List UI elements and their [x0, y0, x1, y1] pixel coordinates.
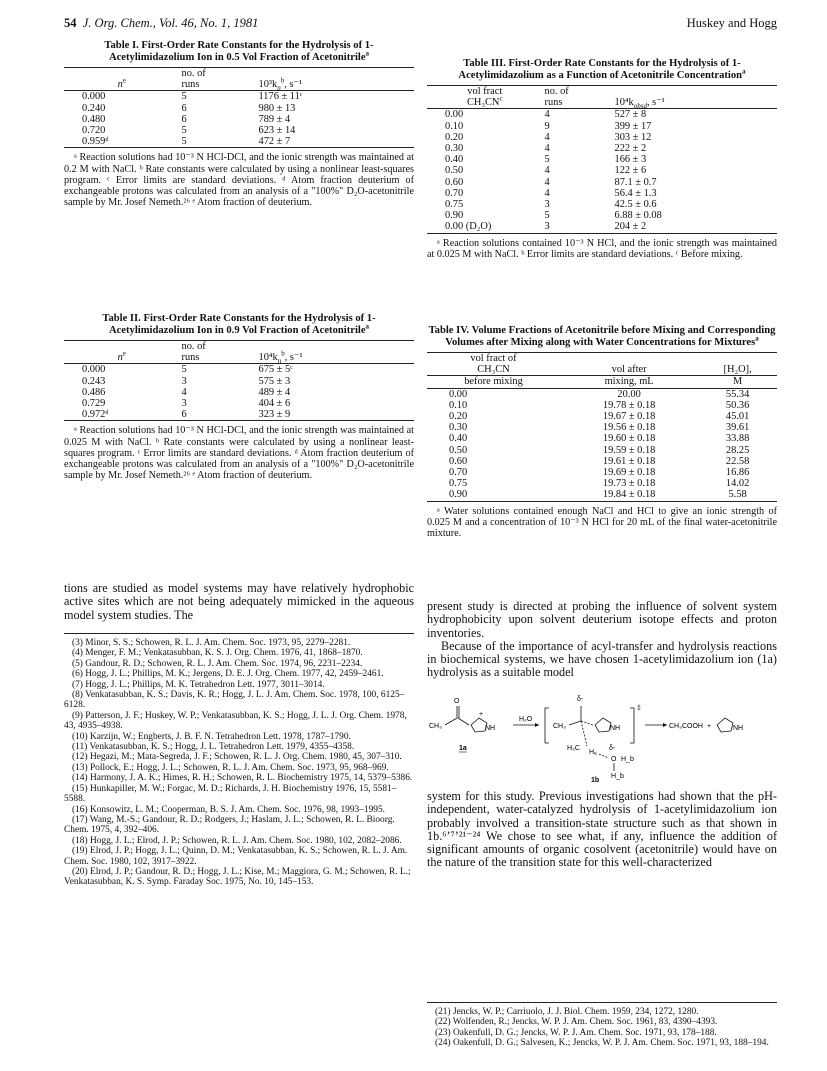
table-2-data-cell: 3: [181, 375, 187, 387]
references-left: [64, 633, 414, 888]
table-4-data-row: [427, 400, 777, 411]
reference-item: (6) Hogg, J. L.; Phillips, M. K.; Jergens, D. E. J. Org. Chem. 1977, 42, 2459–2461.: [72, 669, 384, 680]
reference-item: (16) Konsowitz, L. M.; Cooperman, B. S. J. Am. Chem. Soc. 1976, 98, 1993–1995.: [72, 804, 386, 815]
table-4-data-row: [427, 445, 777, 456]
table-2-data-cell: 323 ± 9: [257, 409, 415, 421]
reference-item: (22) Wolfenden, R.; Jencks, W. P. J. Am. Chem. Soc. 1961, 83, 4390–4393.: [435, 1017, 718, 1028]
table-3-data-cell: 4: [544, 176, 550, 188]
ts-h3c-label: H₃C: [567, 745, 580, 752]
table-4-data-row: [427, 489, 777, 501]
reagent-water-label: H₂O: [519, 716, 533, 723]
table-3-data-cell: 3: [544, 199, 550, 211]
table-4-data-cell: 5.58: [698, 489, 777, 501]
reference-item: (18) Hogg, J. L.; Elrod, J. P.; Schowen, R. L. J. Am. Chem. Soc. 1980, 102, 2082–2086.: [72, 835, 402, 846]
table-2-data-cell: 0.000: [82, 364, 106, 376]
table-3-data-cell: 0.10: [445, 120, 464, 132]
table-3-data-cell: 527 ± 8: [614, 109, 647, 121]
table-4-data-row: [427, 467, 777, 478]
table-2-data-cell: 0.972ᵈ: [64, 409, 180, 421]
table-1-data-cell: 0.000: [82, 91, 106, 103]
table-3-data-cell: 0.00 (D₂O): [427, 221, 543, 233]
reference-item: (20) Elrod, J. P.; Gandour, R. D.; Hogg, J. L.; Kise, M.; Maggiora, G. M.; Schowen, R. L.; Venkatasubban, K. S. Symp. Faraday Soc. 1975, No. 10, 145–153.: [64, 866, 411, 888]
label-1b: 1b: [591, 777, 600, 783]
reference-item: (21) Jencks, W. P.; Carriuolo, J. J. Biol. Chem. 1959, 234, 1272, 1280.: [435, 1007, 699, 1017]
reference-item: (9) Patterson, J. F.; Huskey, W. P.; Venkatasubban, K. S.; Hogg, J. L. J. Org. Chem. 1978, 43, 4935–4938.: [64, 710, 407, 732]
table-1-data-cell: 6: [181, 102, 187, 114]
ts-dagger: ‡: [637, 705, 641, 712]
table-1-col-runs: runs: [180, 79, 257, 91]
table-1-data-cell: 0.240: [82, 102, 106, 114]
table-4-data-cell: 16.86: [725, 467, 750, 479]
table-3-data-cell: 56.4 ± 1.3: [614, 187, 657, 199]
table-4-col-after-a: vol after: [560, 364, 698, 376]
table-3-data-row: [427, 121, 777, 132]
table-2-data-row: [64, 409, 414, 421]
table-4-data-row: [427, 456, 777, 467]
reference-item: (7) Hogg, J. L.; Phillips, M. K. Tetrahedron Lett. 1977, 3011–3014.: [72, 679, 325, 690]
table-1-data-cell: 0.480: [82, 113, 106, 125]
table-4-data-cell: 55.34: [725, 388, 750, 400]
table-2-head-top: no. of: [180, 341, 257, 353]
table-1-data-row: [64, 103, 414, 114]
product-acid-label: CH₃COOH: [669, 723, 703, 730]
table-4-data-cell: 19.73 ± 0.18: [602, 478, 656, 490]
table-4-data-cell: 0.20: [449, 411, 468, 423]
table-4-data-cell: 14.02: [725, 478, 750, 490]
table-4-grid: [427, 352, 777, 502]
table-4-col-after-b: mixing, mL: [560, 376, 698, 388]
table-1-data-cell: 6: [181, 113, 187, 125]
table-4-data-cell: 0.00: [449, 388, 468, 400]
table-2-data-row: [64, 387, 414, 398]
table-3-footnote: ᵃ Reaction solutions contained 10⁻³ N HCl, and the ionic strength was maintained at 0.025 M with NaCl. ᵇ Error limits are standard deviations. ᶜ Before mixing.: [427, 237, 777, 260]
table-3-data-cell: 5: [544, 154, 550, 166]
table-3-col-runs: runs: [543, 97, 613, 109]
ts-methyl-label: CH₃: [553, 723, 566, 730]
table-3-col-runs-top: no. of: [543, 86, 613, 98]
table-3-data-row: [427, 199, 777, 210]
reference-item: (11) Venkatasubban, K. S.; Hogg, J. L. Tetrahedron Lett. 1979, 4355–4358.: [72, 742, 355, 753]
table-2-data-cell: 575 ± 3: [258, 375, 291, 387]
table-3-data-cell: 0.75: [445, 199, 464, 211]
table-4-col-vol-c: before mixing: [427, 376, 560, 388]
table-3-data-cell: 4: [544, 187, 550, 199]
reference-item: (14) Harmony, J. A. K.; Himes, R. H.; Schowen, R. L. Biochemistry 1975, 14, 5379–5386.: [72, 773, 413, 784]
ts-nh-label: NH: [610, 725, 621, 732]
right-body-paragraphs: [427, 600, 777, 680]
table-4-data-cell: 0.60: [449, 455, 468, 467]
table-4-data-cell: 0.70: [449, 467, 468, 479]
table-3-title: Table III. First-Order Rate Constants for the Hydrolysis of 1-Acetylimidazolium as a Function of Acetonitrile Concentration$^a$: [458, 58, 746, 81]
table-3-data-cell: 4: [544, 109, 550, 121]
table-3-data-cell: 0.50: [445, 165, 464, 177]
table-1-data-cell: 789 ± 4: [258, 113, 291, 125]
transition-state-structure: [545, 696, 641, 780]
reference-item: (13) Pollock, E.; Hogg, J. L.; Schowen, R. L. J. Am. Chem. Soc. 1973, 95, 968–969.: [72, 762, 389, 773]
table-3-data-row: [427, 221, 777, 233]
ts-delta-o-label: δ-: [609, 745, 616, 752]
page-number: 54: [64, 16, 77, 30]
product-plus: +: [707, 723, 712, 730]
table-2-data-cell: 3: [181, 398, 187, 410]
reference-item: (8) Venkatasubban, K. S.; Davis, K. R.; Hogg, J. L. J. Am. Chem. Soc. 1978, 100, 6125–6128.: [64, 690, 405, 711]
table-4-title: Table IV. Volume Fractions of Acetonitrile before Mixing and Corresponding Volumes after Mixing along with Water Concentrations for Mixtures$^a$: [428, 325, 776, 348]
imidazole-ring: [717, 718, 733, 732]
table-3-data-row: [427, 143, 777, 154]
table-3-data-cell: 122 ± 6: [614, 165, 647, 177]
table-3-data-cell: 42.5 ± 0.6: [614, 199, 657, 211]
table-4: [427, 325, 777, 539]
table-3: [427, 58, 777, 260]
table-3-data-cell: 0.20: [445, 131, 464, 143]
table-2-col-k: $10^4k_n^b$, s⁻¹: [257, 352, 415, 364]
table-3-data-cell: 0.00: [445, 109, 464, 121]
table-3-data-cell: 399 ± 17: [614, 120, 652, 132]
table-2-col-n: $n^e$: [64, 352, 180, 364]
table-2-data-row: [64, 398, 414, 409]
right-paragraph-1: present study is directed at probing the influence of solvent system hydrophobicity upon solvent deuterium isotope effects and proton inventories.: [427, 599, 777, 640]
table-3-data-cell: 0.60: [445, 176, 464, 188]
table-1-data-cell: 0.720: [82, 125, 106, 137]
table-2-data-cell: 4: [181, 386, 187, 398]
table-3-data-row: [427, 154, 777, 165]
table-4-data-cell: 19.67 ± 0.18: [602, 411, 656, 423]
reactant-nh-label: NH: [485, 725, 496, 732]
table-4-data-cell: 28.25: [725, 444, 750, 456]
table-3-data-row: [427, 109, 777, 121]
acetylimidazolium-structure: [429, 698, 495, 732]
table-1-col-k: $10^3k_n^b$, s⁻¹: [257, 79, 415, 91]
table-1-data-cell: 623 ± 14: [258, 125, 296, 137]
reference-item: (24) Oakenfull, D. G.; Salvesen, K.; Jencks, W. P. J. Am. Chem. Soc. 1971, 93, 188–194.: [435, 1038, 769, 1049]
ts-delta-label: δ-: [577, 696, 584, 703]
table-4-data-cell: 19.78 ± 0.18: [602, 399, 656, 411]
ts-oxygen-label: O: [611, 756, 617, 763]
table-3-data-cell: 0.90: [445, 210, 464, 222]
table-1-data-cell: 980 ± 13: [258, 102, 296, 114]
table-1-data-row: [64, 91, 414, 103]
table-4-data-cell: 19.59 ± 0.18: [602, 444, 656, 456]
table-3-data-cell: 166 ± 3: [614, 154, 647, 166]
table-3-data-cell: 4: [544, 143, 550, 155]
table-1-data-cell: 5: [181, 91, 187, 103]
table-2-data-cell: 6: [180, 409, 257, 421]
table-4-data-cell: 19.69 ± 0.18: [602, 467, 656, 479]
table-3-data-cell: 0.70: [445, 187, 464, 199]
table-1-data-cell: 472 ± 7: [257, 136, 415, 148]
table-3-data-cell: 0.30: [445, 143, 464, 155]
table-2-data-row: [64, 364, 414, 376]
table-2-data-cell: 0.486: [82, 386, 106, 398]
table-4-data-cell: 19.84 ± 0.18: [560, 489, 698, 501]
reference-item: (3) Minor, S. S.; Schowen, R. L. J. Am. Chem. Soc. 1973, 95, 2279–2281.: [72, 638, 351, 648]
reference-item: (12) Hegazi, M.; Mata-Segreda, J. F.; Schowen, R. L. J. Org. Chem. 1980, 45, 307–310.: [72, 752, 402, 763]
table-3-data-row: [427, 165, 777, 176]
table-4-data-cell: 33.88: [725, 433, 750, 445]
table-4-data-cell: 0.50: [449, 444, 468, 456]
table-4-data-cell: 0.10: [449, 399, 468, 411]
product-nh-label: NH: [733, 725, 744, 732]
table-2-data-cell: 489 ± 4: [258, 386, 291, 398]
reference-item: (5) Gandour, R. D.; Schowen, R. L. J. Am. Chem. Soc. 1974, 96, 2231–2234.: [72, 658, 363, 669]
table-2-data-cell: 5: [181, 364, 187, 376]
table-4-data-cell: 0.90: [427, 489, 560, 501]
table-3-data-row: [427, 177, 777, 188]
table-1-data-cell: 5: [180, 136, 257, 148]
reference-item: (15) Hunkapiller, M. W.; Forgac, M. D.; Richards, J. H. Biochemistry 1976, 15, 5581–5588.: [64, 783, 397, 805]
table-4-data-cell: 19.61 ± 0.18: [602, 455, 656, 467]
table-1-data-row: [64, 136, 414, 148]
reference-item: (23) Oakenfull, D. G.; Jencks, W. P. J. Am. Chem. Soc. 1971, 93, 178–188.: [435, 1027, 717, 1038]
right-paragraph-2: Because of the importance of acyl-transfer and hydrolysis reactions in biochemical systems, we have chosen 1-acetylimidazolium ion (1a) hydrolysis as a suitable model: [427, 638, 777, 680]
table-4-data-cell: 19.60 ± 0.18: [602, 433, 656, 445]
reactant-methyl-label: CH₃: [429, 723, 442, 730]
table-1-data-cell: 5: [181, 125, 187, 137]
table-3-data-row: [427, 188, 777, 199]
table-1-data-cell: 1176 ± 11ᶜ: [258, 91, 303, 103]
table-4-data-cell: 19.56 ± 0.18: [602, 422, 656, 434]
table-2-data-row: [64, 376, 414, 387]
table-3-data-cell: 87.1 ± 0.7: [614, 176, 657, 188]
label-1a: 1a: [459, 745, 467, 752]
table-3-data-row: [427, 132, 777, 143]
table-3-data-cell: 9: [544, 120, 550, 132]
table-4-data-cell: 20.00: [617, 388, 641, 400]
table-3-col-vol-top: vol fract: [427, 86, 543, 98]
table-1-grid: [64, 67, 414, 148]
table-4-data-cell: 45.01: [725, 411, 750, 423]
ts-ha-label: Hₐ: [589, 749, 597, 756]
running-header-left: [64, 16, 258, 31]
table-1-data-row: [64, 114, 414, 125]
reference-item: (10) Karzijn, W.; Engberts, J. B. F. N. Tetrahedron Lett. 1978, 1787–1790.: [72, 731, 351, 742]
table-3-data-cell: 4: [544, 165, 550, 177]
table-3-data-cell: 204 ± 2: [613, 221, 778, 233]
reference-item: (19) Elrod, J. P.; Hogg, J. L.; Quinn, D. M.; Venkatasubban, K. S.; Schowen, R. L. J. Am. Chem. Soc. 1980, 102, 3917–3922.: [64, 846, 408, 867]
table-4-col-vol-a: vol fract of: [427, 353, 560, 365]
table-3-data-cell: 222 ± 2: [614, 143, 647, 155]
table-1-title: Table I. First-Order Rate Constants for the Hydrolysis of 1-Acetylimidazolium Ion in 0.5 Vol Fraction of Acetonitrile$^a$: [104, 40, 374, 63]
table-1-head-top: no. of: [180, 68, 257, 80]
table-4-data-row: [427, 422, 777, 433]
table-3-grid: [427, 85, 777, 234]
table-4-data-cell: 0.30: [449, 422, 468, 434]
table-4-data-cell: 0.75: [449, 478, 468, 490]
table-4-data-row: [427, 433, 777, 444]
table-2: [64, 313, 414, 481]
reactant-oxygen-label: O: [454, 698, 460, 705]
table-3-data-cell: 4: [544, 131, 550, 143]
references-right: [427, 1002, 777, 1049]
table-3-data-cell: 3: [543, 221, 613, 233]
ts-hb2-label: H_b: [611, 773, 624, 780]
table-3-data-row: [427, 210, 777, 221]
reference-item: (4) Menger, F. M.; Venkatasubban, K. S. J. Org. Chem. 1976, 41, 1868–1870.: [72, 648, 363, 659]
table-4-data-cell: 50.36: [725, 399, 750, 411]
table-3-data-cell: 6.88 ± 0.08: [614, 210, 662, 222]
reaction-scheme: [427, 688, 777, 783]
table-3-col-vol: $CH_3CN^c$: [427, 97, 543, 109]
table-4-footnote: ᵃ Water solutions contained enough NaCl and HCl to give an ionic strength of 0.025 M and a concentration of 10⁻³ N HCl for 20 mL of the final water-acetonitrile mixture.: [427, 505, 777, 539]
table-1-footnote: ᵃ Reaction solutions had 10⁻³ N HCl-DCl, and the ionic strength was maintained at 0.2 M with NaCl. ᵇ Rate constants were calculated by using a nonlinear least-squares program. ᶜ Error limits are standard deviations. ᵈ Atom fraction deuterium of exchangeable protons was calculated from an analysis of a "100%" D₂O-acetonitrile sample by Mr. Josef Nemeth.²⁶ ᵉ Atom fraction of deuterium.: [64, 152, 414, 208]
table-4-data-cell: 39.61: [725, 422, 750, 434]
reactant-plus-charge: +: [479, 711, 484, 718]
right-paragraph-3: system for this study. Previous investigations had shown that the pH-independent, water-catalyzed hydrolysis of 1-acetylimidazolium ion probably involved a transition-state structure such as that shown in 1b.⁶ʼ⁷ʼ²¹⁻²⁴ We chose to see what, if any, influence the addition of significant amounts of organic cosolvent (acetonitrile) would have on the nature of the transition state for this well-characterized: [427, 789, 777, 870]
table-1: [64, 40, 414, 208]
table-4-col-vol-b: CH₃CN: [427, 364, 560, 376]
table-1-data-row: [64, 125, 414, 136]
table-4-data-cell: 0.40: [449, 433, 468, 445]
table-2-data-cell: 0.729: [82, 398, 106, 410]
table-2-col-runs: runs: [180, 352, 257, 364]
table-1-data-cell: 0.959ᵈ: [64, 136, 180, 148]
left-body-paragraph: tions are studied as model systems may have relatively hydrophobic active sites which are not being adequately mimicked in the aqueous model system studies. The: [64, 581, 414, 622]
ts-hb-label: H_b: [621, 756, 634, 763]
journal-citation: J. Org. Chem., Vol. 46, No. 1, 1981: [82, 16, 259, 30]
reference-item: (17) Wang, M.-S.; Gandour, R. D.; Rodgers, J.; Haslam, J. L.; Schowen, R. L. Bioorg. Chem. 1975, 4, 392–406.: [64, 814, 395, 836]
table-4-col-water-a: [H₂O],: [698, 364, 777, 376]
table-2-data-cell: 404 ± 6: [258, 398, 291, 410]
table-3-col-k: $10^4k_{obsd}$, s⁻¹: [613, 97, 778, 109]
table-3-data-cell: 0.40: [445, 154, 464, 166]
table-1-col-n: $n^e$: [64, 79, 180, 91]
table-2-footnote: ᵃ Reaction solutions had 10⁻³ N HCl-DCl, and the ionic strength was maintained at 0.025 M with NaCl. ᵇ Rate constants were calculated by using a nonlinear least-squares program. ᶜ Error limits are standard deviations. ᵈ Atom fraction deuterium of exchangeable protons was calculated from an analysis of a "100%" D₂O-acetonitrile sample by Mr. Josef Nemeth.²⁶ ᵉ Atom fraction of deuterium.: [64, 425, 414, 481]
table-4-data-row: [427, 478, 777, 489]
table-3-data-cell: 303 ± 12: [614, 131, 652, 143]
table-2-title: Table II. First-Order Rate Constants for the Hydrolysis of 1-Acetylimidazolium Ion in 0.9 Vol Fraction of Acetonitrile$^a$: [102, 313, 376, 336]
table-3-data-cell: 5: [544, 210, 550, 222]
table-4-data-cell: 22.58: [725, 455, 750, 467]
table-2-data-cell: 675 ± 5ᶜ: [258, 364, 293, 376]
table-4-data-row: [427, 411, 777, 422]
table-4-col-water-b: M: [698, 376, 777, 388]
table-4-data-row: [427, 388, 777, 400]
table-2-data-cell: 0.243: [82, 375, 106, 387]
running-header-authors: Huskey and Hogg: [686, 16, 777, 30]
table-2-grid: [64, 340, 414, 421]
